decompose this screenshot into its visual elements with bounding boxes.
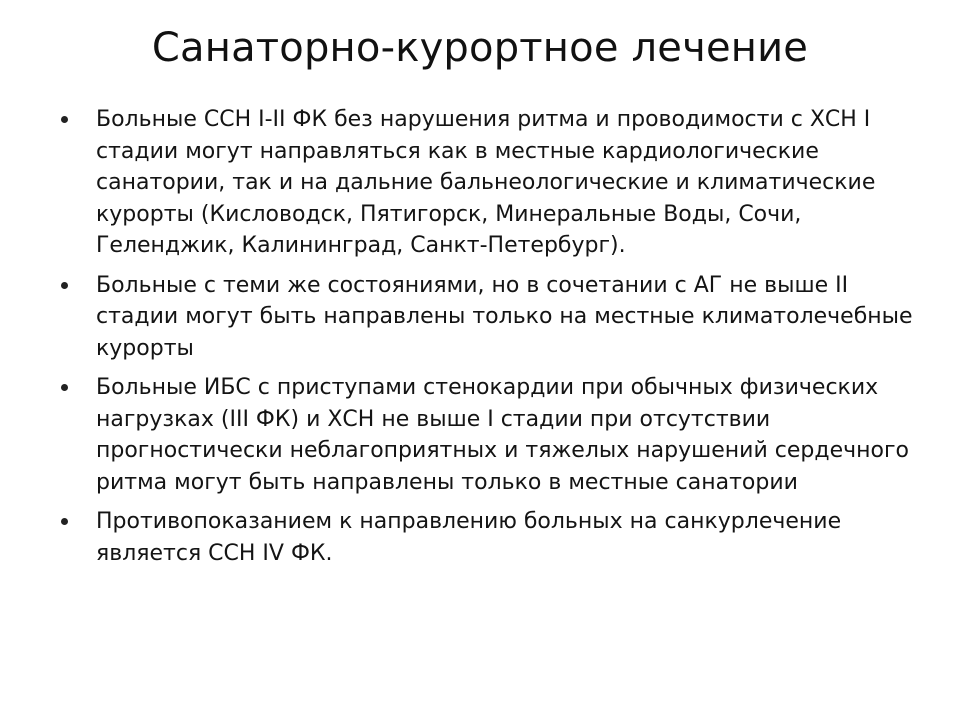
slide-title: Санаторно-курортное лечение xyxy=(151,25,809,71)
bullet-dot-icon xyxy=(61,116,68,123)
bullet-item xyxy=(56,506,916,569)
bullet-item xyxy=(56,270,916,365)
bullet-item xyxy=(56,372,916,498)
bullet-dot-icon xyxy=(61,282,68,289)
bullet-text: Больные с теми же состояниями, но в сочетании с АГ не выше II стадии могут быть направлены только на местные климатолечебные курорты xyxy=(96,272,913,361)
bullet-text: Противопоказанием к направлению больных на санкурлечение является ССН IV ФК. xyxy=(96,509,842,566)
bullet-text: Больные ИБС с приступами стенокардии при обычных физических нагрузках (III ФК) и ХСН не выше I стадии при отсутствии прогностически неблагоприятных и тяжелых нарушений сердечного ритма могут быть направлены только в местные санатории xyxy=(96,375,909,495)
bullet-dot-icon xyxy=(61,384,68,391)
bullet-list xyxy=(56,104,916,577)
bullet-item xyxy=(56,104,916,262)
bullet-dot-icon xyxy=(61,518,68,525)
bullet-text: Больные ССН I-II ФК без нарушения ритма и проводимости с ХСН I стадии могут направляться как в местные кардиологические санатории, так и на дальние бальнеологические и климатические курорты (Кисловодск, Пятигорск, Минеральные Воды, Сочи, Геленджик, Калининград, Санкт-Петербург). xyxy=(96,107,876,258)
